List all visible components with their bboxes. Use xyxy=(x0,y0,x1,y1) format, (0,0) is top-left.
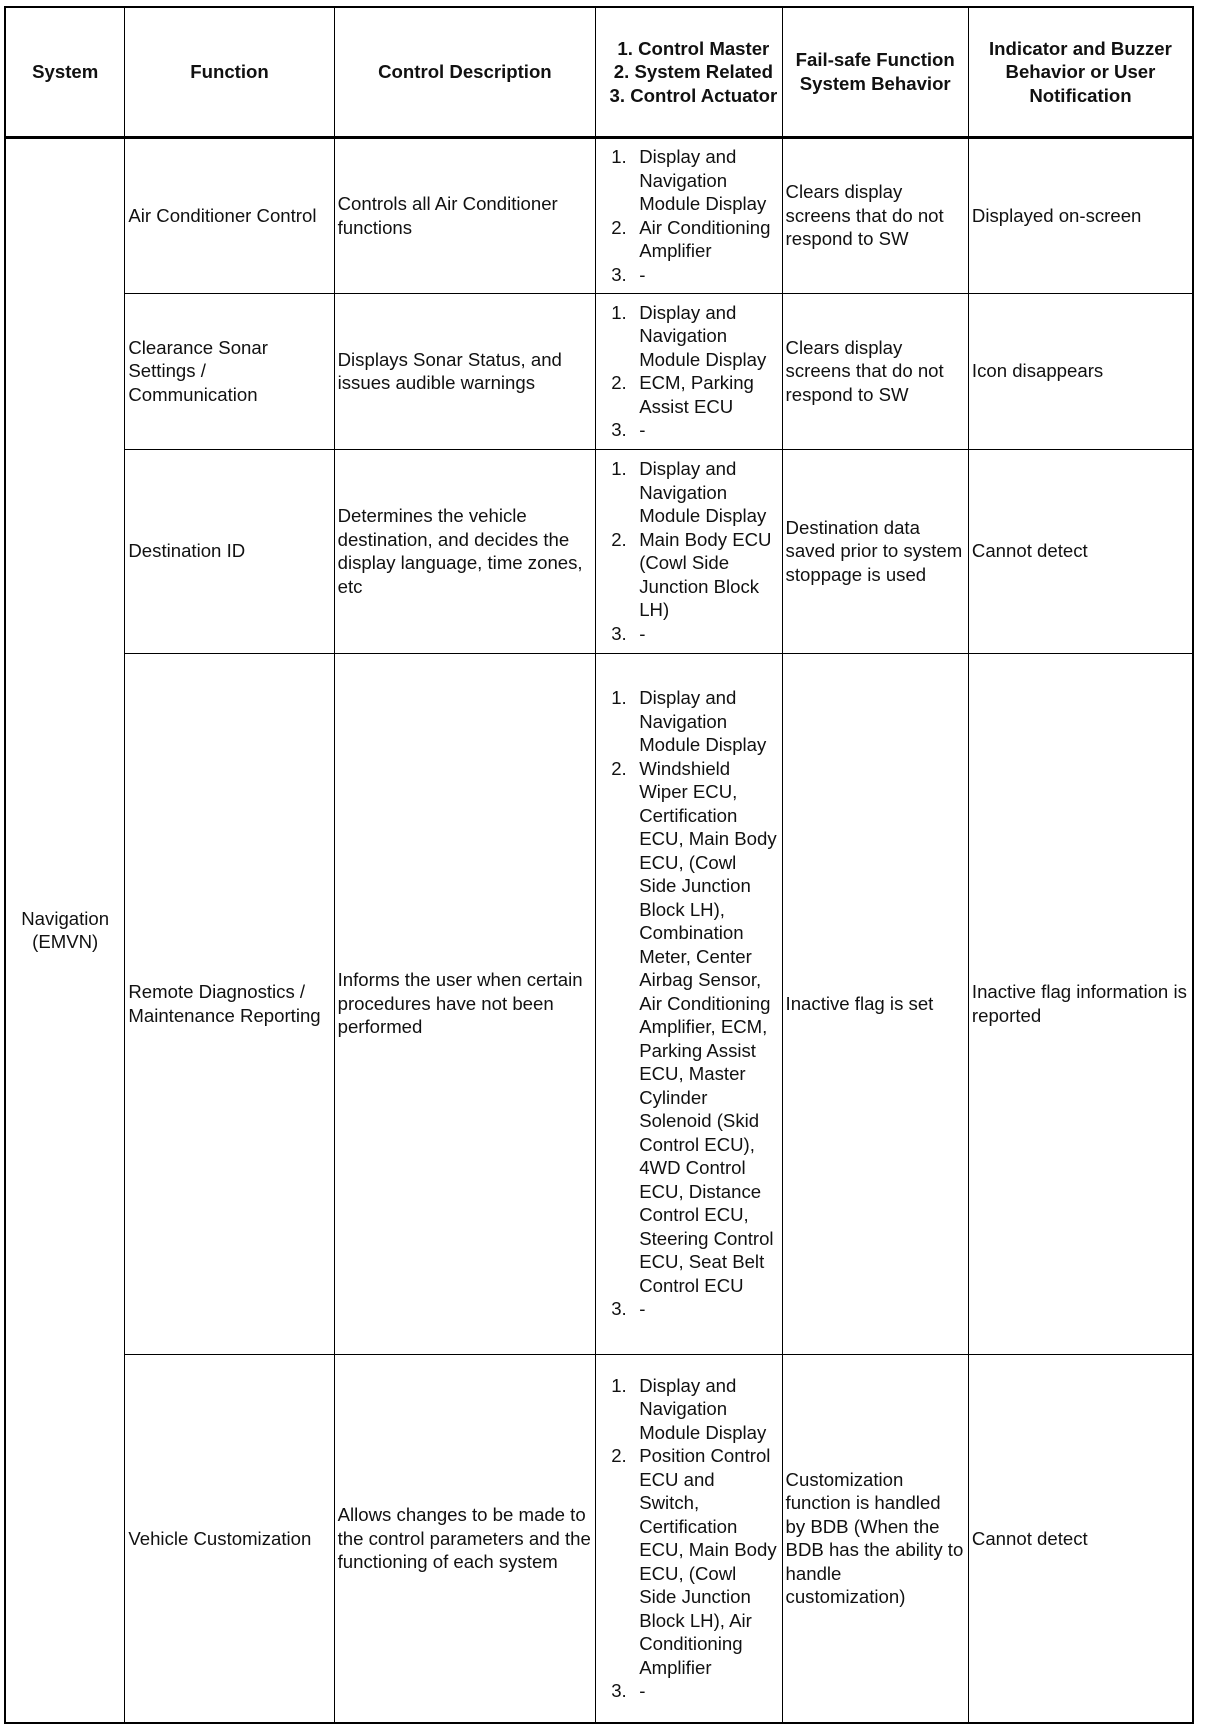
system-cell: Navigation (EMVN) xyxy=(5,137,125,1723)
control-actuator-item: 3. - xyxy=(611,1298,646,1320)
description-cell: Displays Sonar Status, and issues audible warnings xyxy=(334,293,596,449)
control-master-item: 1. Display and Navigation Module Display xyxy=(611,1374,767,1443)
table-row xyxy=(5,293,1193,449)
indicator-cell: Icon disappears xyxy=(968,293,1193,449)
system-related-item: 2. Air Conditioning Amplifier xyxy=(611,216,771,261)
control-cell xyxy=(596,1354,782,1723)
failsafe-cell: Customization function is handled by BDB (When the BDB has the ability to handle customization) xyxy=(782,1354,968,1723)
control-master-item: 1. Display and Navigation Module Display xyxy=(611,687,767,756)
system-related-item: 2. Main Body ECU (Cowl Side Junction Block LH) xyxy=(611,528,772,620)
indicator-cell: Cannot detect xyxy=(968,1354,1193,1723)
control-master-item: 1. Display and Navigation Module Display xyxy=(611,458,767,526)
header-function: Function xyxy=(125,7,334,137)
table-row xyxy=(5,1354,1193,1723)
header-control-actuator: 3. Control Actuator xyxy=(609,84,778,106)
indicator-cell: Displayed on-screen xyxy=(968,137,1193,293)
control-cell xyxy=(596,653,782,1354)
function-cell: Clearance Sonar Settings / Communication xyxy=(125,293,334,449)
description-cell: Allows changes to be made to the control parameters and the functioning of each system xyxy=(334,1354,596,1723)
table-row xyxy=(5,137,1193,293)
function-cell: Remote Diagnostics / Maintenance Reporting xyxy=(125,653,334,1354)
indicator-cell: Cannot detect xyxy=(968,449,1193,653)
system-related-item: 2. ECM, Parking Assist ECU xyxy=(611,372,754,417)
header-system-related: 2. System Related xyxy=(613,61,773,82)
indicator-cell: Inactive flag information is reported xyxy=(968,653,1193,1354)
header-indicator: Indicator and Buzzer Behavior or User Notification xyxy=(968,7,1193,137)
header-system: System xyxy=(5,7,125,137)
system-related-item: 2. Position Control ECU and Switch, Certification ECU, Main Body ECU, (Cowl Side Junction Block LH), Air Conditioning Amplifier xyxy=(611,1445,777,1678)
header-control-description: Control Description xyxy=(334,7,596,137)
table-row xyxy=(5,449,1193,653)
function-cell: Vehicle Customization xyxy=(125,1354,334,1723)
failsafe-cell: Clears display screens that do not respond to SW xyxy=(782,137,968,293)
control-actuator-item: 3. - xyxy=(611,1680,646,1702)
control-master-item: 1. Display and Navigation Module Display xyxy=(611,301,767,370)
function-cell: Destination ID xyxy=(125,449,334,653)
header-row xyxy=(5,7,1193,137)
failsafe-cell: Clears display screens that do not respond to SW xyxy=(782,293,968,449)
control-actuator-item: 3. - xyxy=(611,419,646,440)
control-cell xyxy=(596,137,782,293)
control-cell xyxy=(596,293,782,449)
function-cell: Air Conditioner Control xyxy=(125,137,334,293)
header-control-master: 1. Control Master xyxy=(617,37,770,59)
failsafe-cell: Inactive flag is set xyxy=(782,653,968,1354)
description-cell: Determines the vehicle destination, and decides the display language, time zones, etc xyxy=(334,449,596,653)
description-cell: Informs the user when certain procedures have not been performed xyxy=(334,653,596,1354)
control-actuator-item: 3. - xyxy=(611,622,646,644)
description-cell: Controls all Air Conditioner functions xyxy=(334,137,596,293)
failsafe-cell: Destination data saved prior to system stoppage is used xyxy=(782,449,968,653)
system-related-item: 2. Windshield Wiper ECU, Certification ECU, Main Body ECU, (Cowl Side Junction Block LH), Combination Meter, Center Airbag Sensor, Air Conditioning Amplifier, ECM, Parking Assist ECU, Master Cylinder Solenoid (Skid Control ECU), 4WD Control ECU, Distance Control ECU, Steering Control ECU, Seat Belt Control ECU xyxy=(611,757,777,1296)
navigation-control-table xyxy=(4,6,1194,1724)
control-actuator-item: 3. - xyxy=(611,263,646,285)
control-master-item: 1. Display and Navigation Module Display xyxy=(611,146,767,214)
header-failsafe: Fail-safe Function System Behavior xyxy=(782,7,968,137)
header-control-items xyxy=(596,7,782,137)
table-row xyxy=(5,653,1193,1354)
control-cell xyxy=(596,449,782,653)
